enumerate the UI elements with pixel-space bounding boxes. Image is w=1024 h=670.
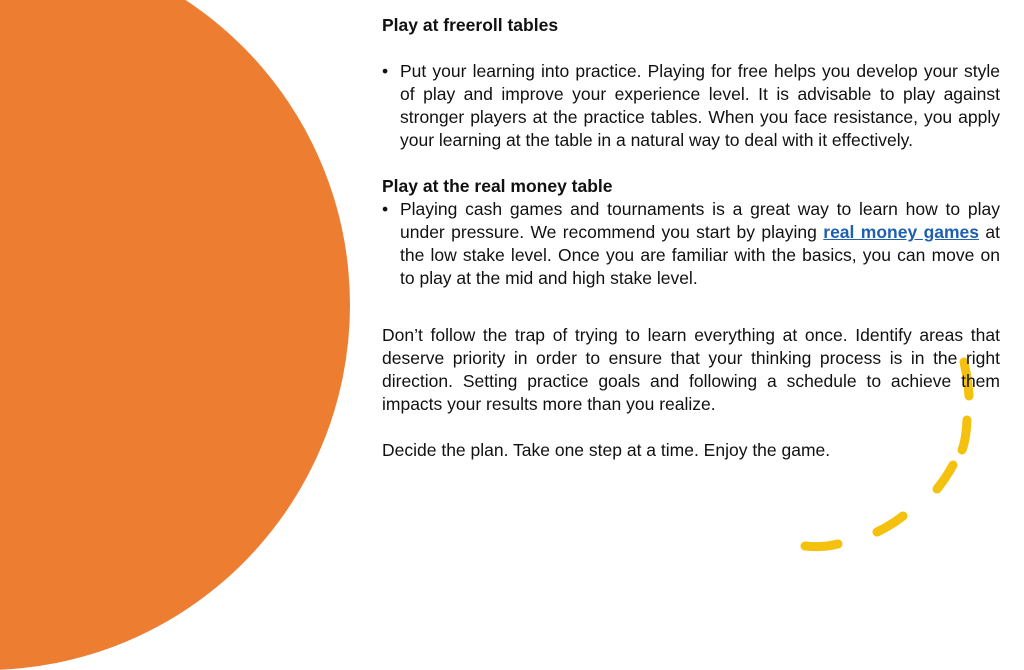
paragraph-closing: Decide the plan. Take one step at a time. Enjoy the game. bbox=[382, 440, 831, 460]
bullet-text: Put your learning into practice. Playing for free helps you develop your style of play and improve your experience level. It is advisable to play against stronger players at the practice tables. When you face resistance, you apply your learning at the table in a natural way to deal with it effectively. bbox=[400, 61, 1000, 150]
bullet-text-before-link: Playing cash games and tournaments is a great way to learn how to play under pressure. We recommend you start by playing bbox=[400, 199, 1000, 242]
heading-real-money-table: Play at the real money table bbox=[382, 176, 613, 196]
bullet-freeroll-practice bbox=[382, 60, 1000, 152]
bullet-glyph: • bbox=[382, 61, 389, 81]
dash-4 bbox=[877, 516, 903, 532]
bullet-glyph: • bbox=[382, 199, 389, 219]
text-content bbox=[382, 14, 1000, 462]
bullet-real-money bbox=[382, 198, 1000, 290]
dash-5 bbox=[805, 544, 838, 547]
bullet-text-after-link: at the low stake level. Once you are familiar with the basics, you can move on to play at the mid and high stake level. bbox=[400, 222, 1000, 288]
real-money-games-link[interactable]: real money games bbox=[823, 222, 980, 242]
paragraph-learning-advice: Don’t follow the trap of trying to learn everything at once. Identify areas that deserve priority in order to ensure that your thinking process is in the right direction. Setting practice goals and following a schedule to achieve them impacts your results more than you realize. bbox=[382, 325, 1000, 414]
decorative-orange-circle bbox=[0, 0, 350, 670]
heading-freeroll-tables: Play at freeroll tables bbox=[382, 15, 559, 35]
dash-3 bbox=[937, 465, 953, 489]
